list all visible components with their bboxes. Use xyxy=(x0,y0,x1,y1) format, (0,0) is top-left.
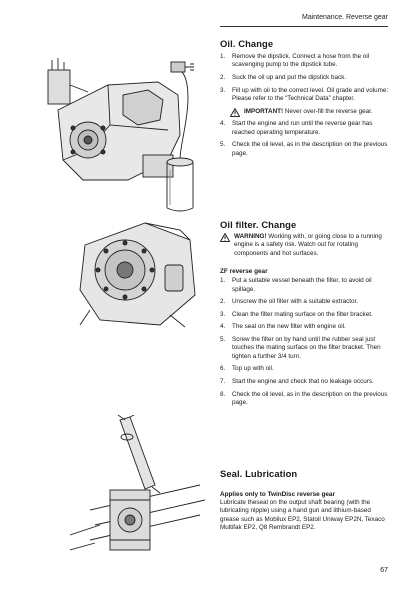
oil-filter-step-1: 1. Put a suitable vessel beneath the filter, to avoid oil spillage. xyxy=(220,277,372,293)
zf-gearbox-filter-illustration xyxy=(70,215,210,335)
oil-filter-step-8: 8. Check the oil level, as in the description on the previous page. xyxy=(220,390,388,406)
oil-filter-warning: WARNING! Working with, or going close to a running engine is a safety risk. Watch out for rotating components and hot surfaces. xyxy=(220,233,390,258)
oil-filter-steps xyxy=(220,277,390,407)
seal-section xyxy=(220,468,390,533)
oil-change-step-5: 5. Check the oil level, as in the description on the previous page. xyxy=(220,141,388,157)
warning-triangle-icon xyxy=(230,108,240,117)
oil-filter-step-2: 2. Unscrew the oil filter with a suitable extractor. xyxy=(220,298,358,306)
output-shaft-grease-illustration xyxy=(70,415,210,565)
oil-filter-step-5: 5. Screw the filter on by hand until the rubber seal just touches the mating surface on the filter bracket. Then tighten a further 3/4 turn. xyxy=(220,336,381,360)
oil-filter-section xyxy=(220,219,390,412)
running-header: Maintenance. Reverse gear xyxy=(302,14,388,21)
oil-filter-step-7: 7. Start the engine and check that no leakage occurs. xyxy=(220,378,374,385)
oil-change-step-3: 3. Fill up with oil to the correct level. Oil grade and volume: Please refer to the “Technical Data” chapter. xyxy=(220,86,389,102)
oil-change-section xyxy=(220,38,390,162)
seal-heading: Seal. Lubrication xyxy=(220,468,298,479)
oil-change-step-2: 2. Suck the oil up and put the dipstick back. xyxy=(220,74,347,81)
oil-change-important-note: IMPORTANT! Never over-fill the reverse gear. xyxy=(220,108,390,116)
oil-filter-step-6: 6. Top up with oil. xyxy=(220,365,274,373)
oil-filter-heading: Oil filter. Change xyxy=(220,219,297,230)
gearbox-oil-pump-illustration xyxy=(28,40,208,215)
oil-change-step-4: 4. Start the engine and run until the reverse gear has reached operating temperature. xyxy=(220,120,373,136)
page-number: 67 xyxy=(380,567,388,574)
oil-change-heading: Oil. Change xyxy=(220,38,274,49)
oil-filter-step-3: 3. Clean the filter mating surface on the filter bracket. xyxy=(220,310,373,318)
header-rule xyxy=(220,26,388,27)
zf-reverse-gear-subheading: ZF reverse gear xyxy=(220,268,268,276)
oil-change-steps xyxy=(220,53,390,158)
oil-change-step-1: 1. Remove the dipstick. Connect a hose from the oil scavenging pump to the dipstick tube. xyxy=(220,53,370,69)
twindisc-subheading: Applies only to TwinDisc reverse gear xyxy=(220,491,335,498)
oil-filter-step-4: 4. The seal on the new filter with engine oil. xyxy=(220,323,346,331)
warning-triangle-icon xyxy=(220,233,230,242)
seal-lubrication-text: Lubricate theseal on the output shaft bearing (with the lubricating nipple) using a hand gun and lithium-based grease such as Mobilux EP2, Statoil Uniway EP2N, Texaco Multifak EP2, Q8 Rembrandt EP2. xyxy=(220,499,385,532)
